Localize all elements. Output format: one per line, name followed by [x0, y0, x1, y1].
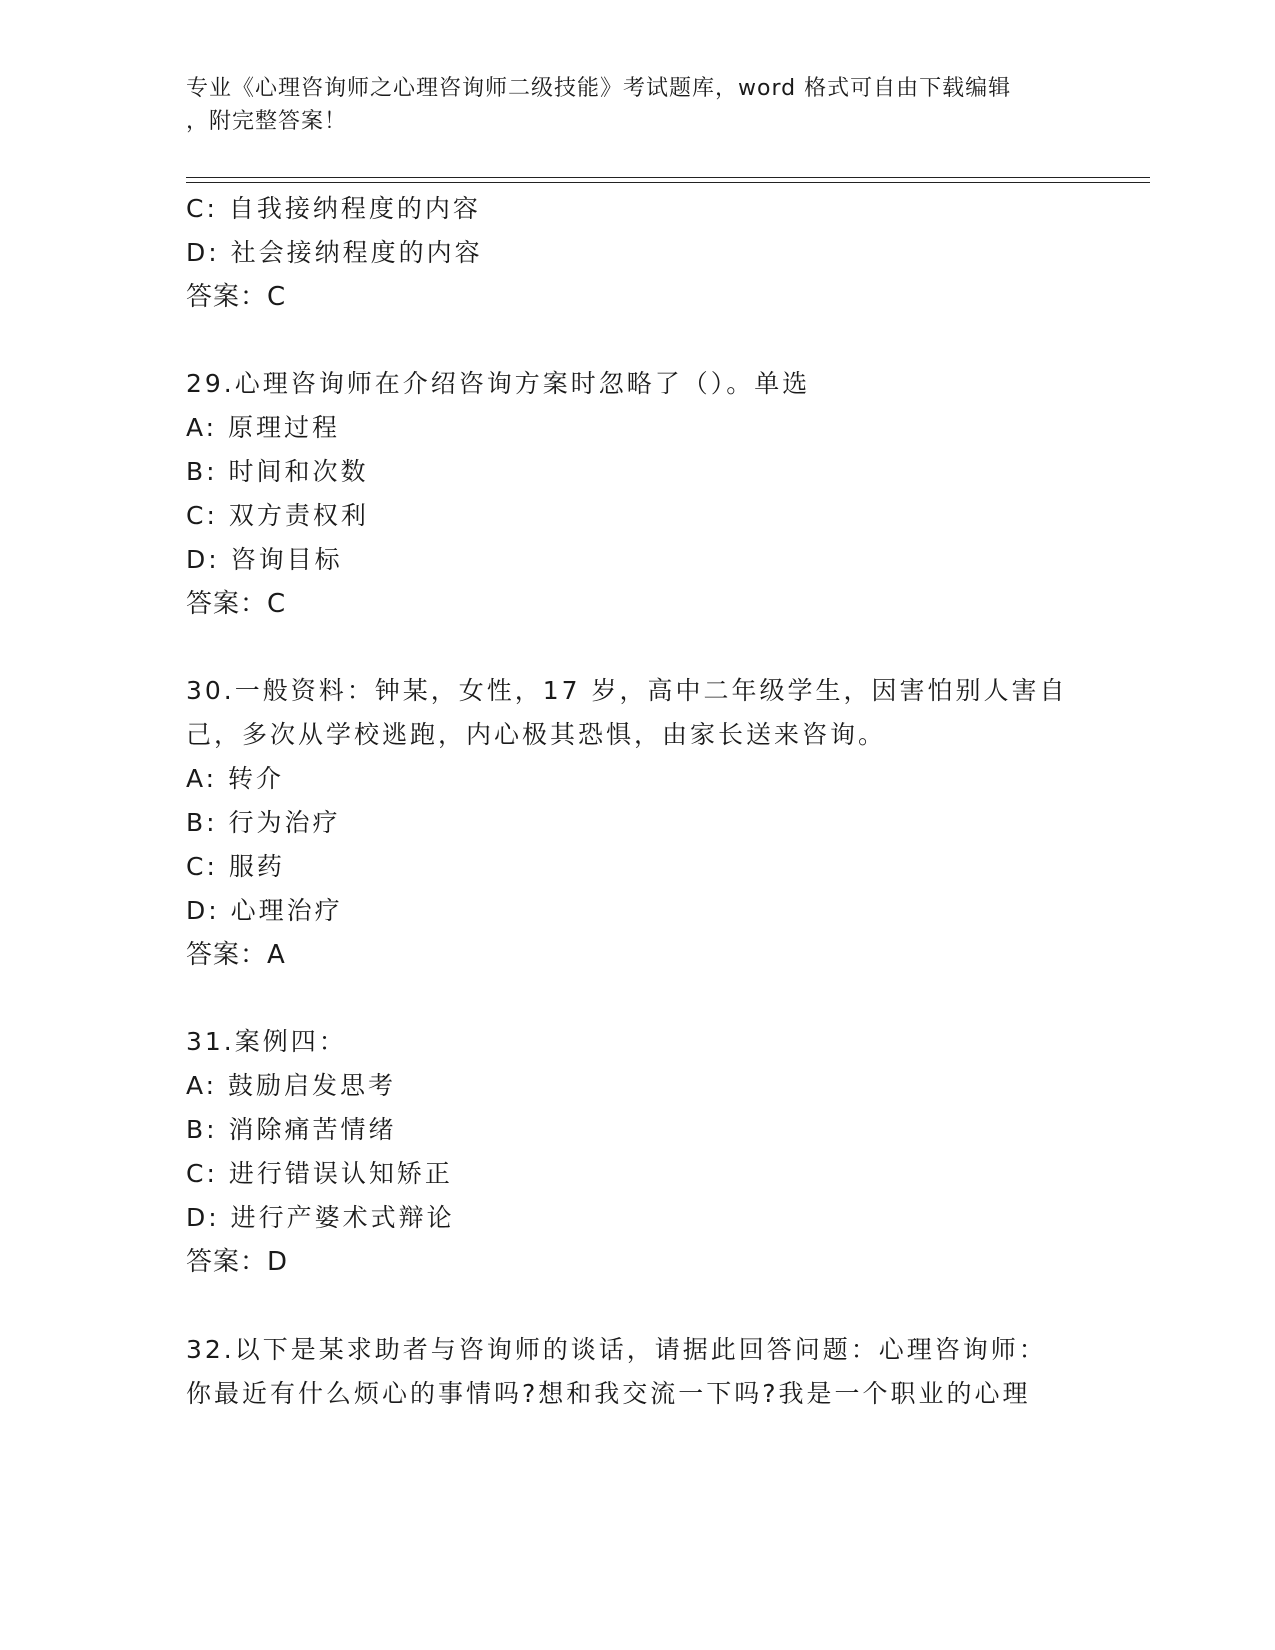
question-stem-continued: 你最近有什么烦心的事情吗?想和我交流一下吗?我是一个职业的心理	[186, 1379, 1031, 1408]
option-d: D: 进行产婆术式辩论	[186, 1203, 455, 1232]
option-b: B: 消除痛苦情绪	[186, 1115, 397, 1144]
option-d: D: 咨询目标	[186, 545, 343, 574]
header-line-2: ，附完整答案！	[186, 109, 348, 134]
option-a: A: 原理过程	[186, 413, 341, 442]
question-stem: 30.一般资料：钟某，女性，17 岁，高中二年级学生，因害怕别人害自	[186, 676, 1068, 705]
question-stem: 31.案例四：	[186, 1027, 347, 1056]
question-stem-continued: 己，多次从学校逃跑，内心极其恐惧，由家长送来咨询。	[186, 720, 887, 749]
header-divider-bottom	[186, 182, 1150, 183]
option-d: D: 心理治疗	[186, 896, 343, 925]
answer: 答案：C	[186, 589, 287, 619]
question-stem: 29.心理咨询师在介绍咨询方案时忽略了（）。单选	[186, 369, 811, 398]
option-c: C: 双方责权利	[186, 501, 369, 530]
question-stem: 32.以下是某求助者与咨询师的谈话，请据此回答问题：心理咨询师：	[186, 1335, 1047, 1364]
option-a: A: 鼓励启发思考	[186, 1071, 397, 1100]
header-divider-top	[186, 177, 1150, 178]
option-a: A: 转介	[186, 764, 285, 793]
answer: 答案：D	[186, 1247, 289, 1277]
option-c: C: 自我接纳程度的内容	[186, 194, 481, 223]
option-d: D: 社会接纳程度的内容	[186, 238, 483, 267]
header-line-1: 专业《心理咨询师之心理咨询师二级技能》考试题库，word 格式可自由下载编辑	[186, 76, 1012, 101]
option-c: C: 进行错误认知矫正	[186, 1159, 453, 1188]
option-b: B: 时间和次数	[186, 457, 369, 486]
option-c: C: 服药	[186, 852, 285, 881]
answer: 答案：A	[186, 940, 286, 970]
answer: 答案：C	[186, 282, 287, 312]
document-header	[186, 72, 1066, 138]
option-b: B: 行为治疗	[186, 808, 341, 837]
